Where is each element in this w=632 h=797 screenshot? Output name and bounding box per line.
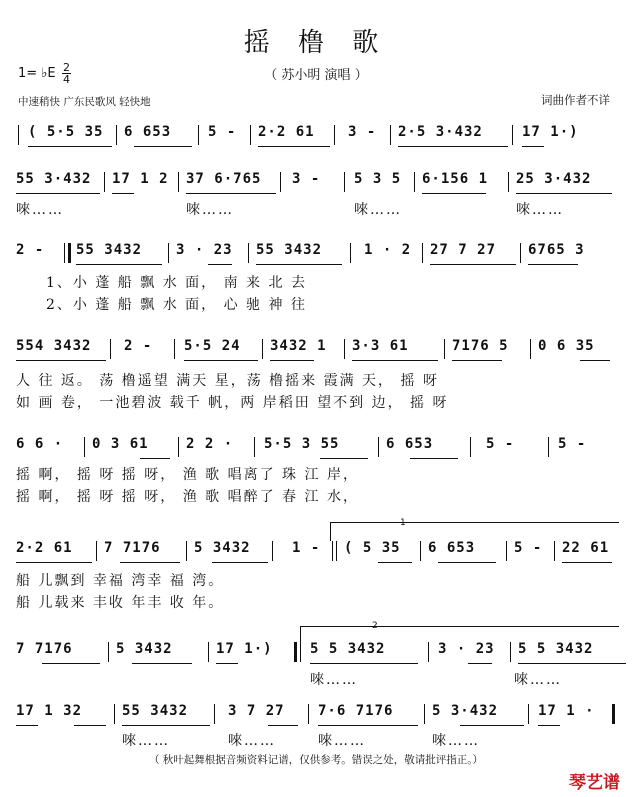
measure: 17 1·): [216, 641, 273, 657]
score-line-7: [14, 641, 618, 671]
lyric: 1、小 蓬 船 飘 水 面， 南 来 北 去: [46, 275, 307, 291]
measure: 55 3432: [122, 703, 189, 719]
measure: 37 6·765: [186, 171, 262, 187]
measure: 0 3 61: [92, 436, 149, 452]
lyric: 唻……: [186, 202, 234, 218]
measure: 5 -: [486, 436, 515, 452]
measure: 25 3·432: [516, 171, 592, 187]
lyric: 唻……: [516, 202, 564, 218]
meter-top: 2: [63, 61, 70, 74]
measure: 6 653: [428, 540, 476, 556]
measure: 5 -: [558, 436, 587, 452]
measure: 7176 5: [452, 338, 509, 354]
measure: 7 7176: [104, 540, 161, 556]
lyric: 摇 啊， 摇 呀 摇 呀， 渔 歌 唱离了 珠 江 岸，: [16, 467, 359, 483]
measure: 6765 3: [528, 242, 585, 258]
measure: 3 · 23: [176, 242, 233, 258]
measure: 554 3432: [16, 338, 92, 354]
measure: 1 · 2: [364, 242, 412, 258]
score-line-4: [14, 338, 618, 368]
measure: 5 3432: [194, 540, 251, 556]
measure: 3 -: [292, 171, 321, 187]
score-line-6: [14, 540, 618, 570]
measure: 6 6 ·: [16, 436, 64, 452]
measure: 6 653: [124, 124, 172, 140]
measure: 2·2 61: [16, 540, 73, 556]
measure: 5 5 3432: [518, 641, 594, 657]
measure: 1 -: [292, 540, 321, 556]
measure: 5·5 24: [184, 338, 241, 354]
lyric: 2、小 蓬 船 飘 水 面， 心 驰 神 往: [46, 297, 307, 313]
measure: 55 3432: [256, 242, 323, 258]
performer-subtitle: （ 苏小明 演唱 ）: [264, 68, 368, 83]
first-ending-number: 1: [400, 518, 406, 528]
measure: 5 -: [208, 124, 237, 140]
lyric: 唻……: [318, 733, 366, 749]
measure: 27 7 27: [430, 242, 497, 258]
measure: 2·2 61: [258, 124, 315, 140]
measure: 2·5 3·432: [398, 124, 483, 140]
lyric: 唻……: [16, 202, 64, 218]
measure: 2 -: [16, 242, 45, 258]
measure: 3432 1: [270, 338, 327, 354]
measure: ( 5 35: [344, 540, 401, 556]
measure: 17 1 32: [16, 703, 83, 719]
measure: 5 5 3432: [310, 641, 386, 657]
measure: 17 1 ·: [538, 703, 595, 719]
measure: 55 3·432: [16, 171, 92, 187]
measure: 3 · 23: [438, 641, 495, 657]
lyric: 如 画 卷， 一池碧波 载千 帆，两 岸稻田 望不到 边， 摇 呀: [16, 395, 449, 411]
measure: 5 3·432: [432, 703, 499, 719]
second-ending-number: 2: [372, 621, 378, 631]
score-line-3: [14, 242, 618, 272]
measure: 6·156 1: [422, 171, 489, 187]
measure: 5·5 3 55: [264, 436, 340, 452]
measure: 3·3 61: [352, 338, 409, 354]
measure: 7·6 7176: [318, 703, 394, 719]
lyric: 唻……: [310, 672, 358, 688]
measure: 17 1·): [522, 124, 579, 140]
time-signature: [62, 62, 71, 85]
lyric: 船 儿载来 丰收 年丰 收 年。: [16, 595, 225, 611]
lyric: 唻……: [354, 202, 402, 218]
author-credit: 词曲作者不详: [541, 93, 610, 107]
measure: 3 7 27: [228, 703, 285, 719]
lyric: 唻……: [432, 733, 480, 749]
meter-bottom: 4: [63, 73, 70, 86]
measure: 5 3432: [116, 641, 173, 657]
lyric: 摇 啊， 摇 呀 摇 呀， 渔 歌 唱醉了 春 江 水，: [16, 489, 359, 505]
first-ending-bracket: [330, 522, 619, 541]
measure: 5 3 5: [354, 171, 402, 187]
score-line-1: [14, 124, 618, 154]
measure: ( 5·5 35: [28, 124, 104, 140]
lyric: 唻……: [514, 672, 562, 688]
lyric: 船 儿飘到 幸福 湾幸 福 湾。: [16, 573, 225, 589]
measure: 22 61: [562, 540, 610, 556]
song-title: 摇 橹 歌: [243, 28, 389, 58]
measure: 6 653: [386, 436, 434, 452]
tempo-marking: 中速稍快 广东民歌风 轻快地: [18, 96, 151, 108]
measure: 0 6 35: [538, 338, 595, 354]
lyric: 唻……: [228, 733, 276, 749]
lyric: 唻……: [122, 733, 170, 749]
measure: 2 2 ·: [186, 436, 234, 452]
lyric: 人 往 返。 荡 橹遥望 满天 星，荡 橹摇来 霞满 天， 摇 呀: [16, 373, 439, 389]
measure: 5 -: [514, 540, 543, 556]
measure: 17 1 2: [112, 171, 169, 187]
score-line-5: [14, 436, 618, 466]
measure: 55 3432: [76, 242, 143, 258]
score-line-2: [14, 171, 618, 201]
measure: 2 -: [124, 338, 153, 354]
score-line-8: [14, 703, 618, 733]
measure: 3 -: [348, 124, 377, 140]
measure: 7 7176: [16, 641, 73, 657]
transcriber-note: （ 秋叶起舞根据音频资料记谱，仅供参考。错误之处，敬请批评指正。）: [148, 754, 484, 766]
site-logo[interactable]: 琴艺谱: [569, 773, 620, 793]
key-signature: 1= ♭E: [18, 66, 56, 81]
